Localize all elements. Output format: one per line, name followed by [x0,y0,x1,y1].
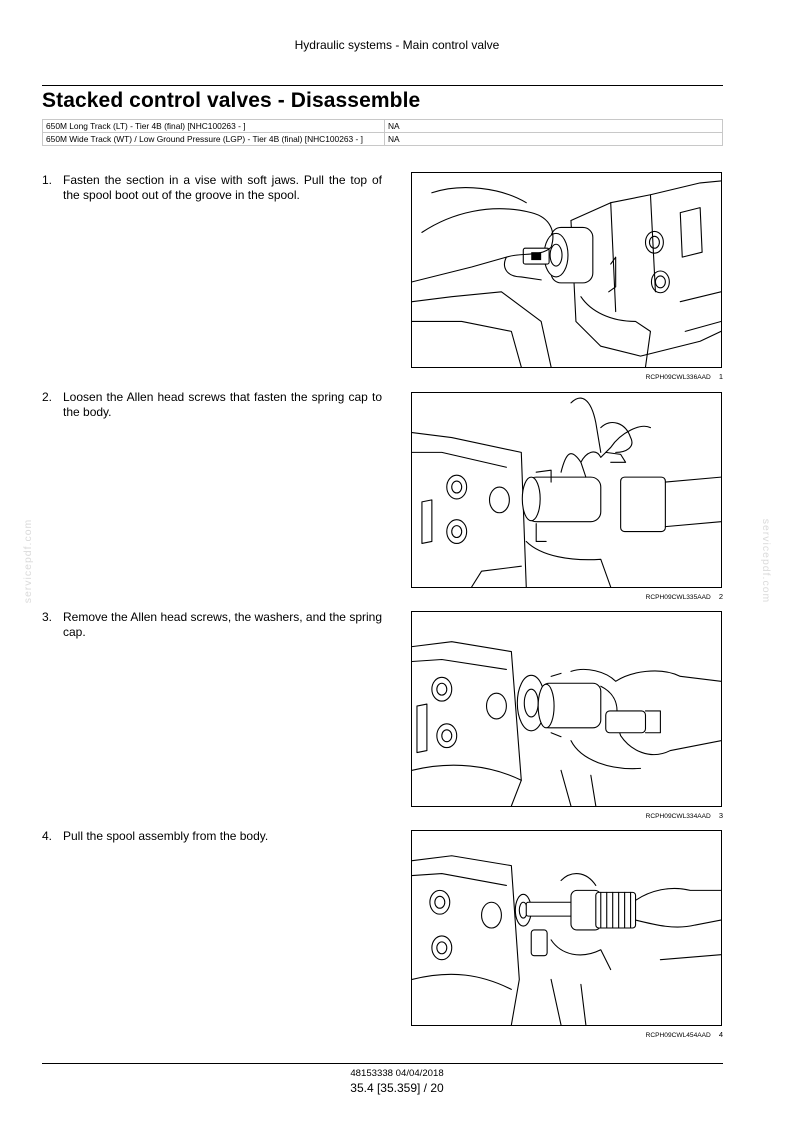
figure-2-caption [560,592,723,601]
model-cell: 650M Long Track (LT) - Tier 4B (final) [NHC100263 - ] [43,120,385,133]
figure-number: 1 [718,372,723,381]
figure-number: 3 [718,811,723,820]
footer-rule [42,1063,723,1064]
model-cell: 650M Wide Track (WT) / Low Ground Pressure (LGP) - Tier 4B (final) [NHC100263 - ] [43,133,385,146]
figure-4-caption [560,1030,723,1039]
figure-1-caption [560,372,723,381]
running-header: Hydraulic systems - Main control valve [294,38,500,52]
table-row [43,133,723,146]
applicability-table [42,119,723,146]
figure-2-image [411,392,722,588]
figure-code: RCPH09CWL334AAD [645,813,711,820]
figure-4-image [411,830,722,1026]
figure-code: RCPH09CWL336AAD [645,374,711,381]
step-number: 2. [42,390,53,404]
figure-code: RCPH09CWL335AAD [645,594,711,601]
figure-code: RCPH09CWL454AAD [645,1032,711,1039]
step-number: 1. [42,173,53,187]
step-text: Fasten the section in a vise with soft jaws. Pull the top of the spool boot out of the groove in the spool. [63,173,382,202]
watermark-right: servicepdf.com [760,518,772,604]
value-cell: NA [385,133,723,146]
step-4 [42,829,382,844]
document-number: 48153338 04/04/2018 [350,1068,444,1079]
header-rule [42,85,723,86]
step-text: Remove the Allen head screws, the washers, and the spring cap. [63,610,382,639]
value-cell: NA [385,120,723,133]
table-row [43,120,723,133]
page-title: Stacked control valves - Disassemble [42,89,421,112]
figure-3-image [411,611,722,807]
page-number: 35.4 [35.359] / 20 [350,1081,444,1095]
step-text: Loosen the Allen head screws that fasten the spring cap to the body. [63,390,382,419]
figure-1-image [411,172,722,368]
watermark-left: servicepdf.com [22,518,34,604]
figure-number: 2 [718,592,723,601]
step-2 [42,390,382,420]
figure-3-caption [560,811,723,820]
figure-number: 4 [718,1030,723,1039]
step-text: Pull the spool assembly from the body. [63,829,269,843]
step-number: 3. [42,610,53,624]
step-3 [42,610,382,640]
step-number: 4. [42,829,53,843]
step-1 [42,173,382,203]
